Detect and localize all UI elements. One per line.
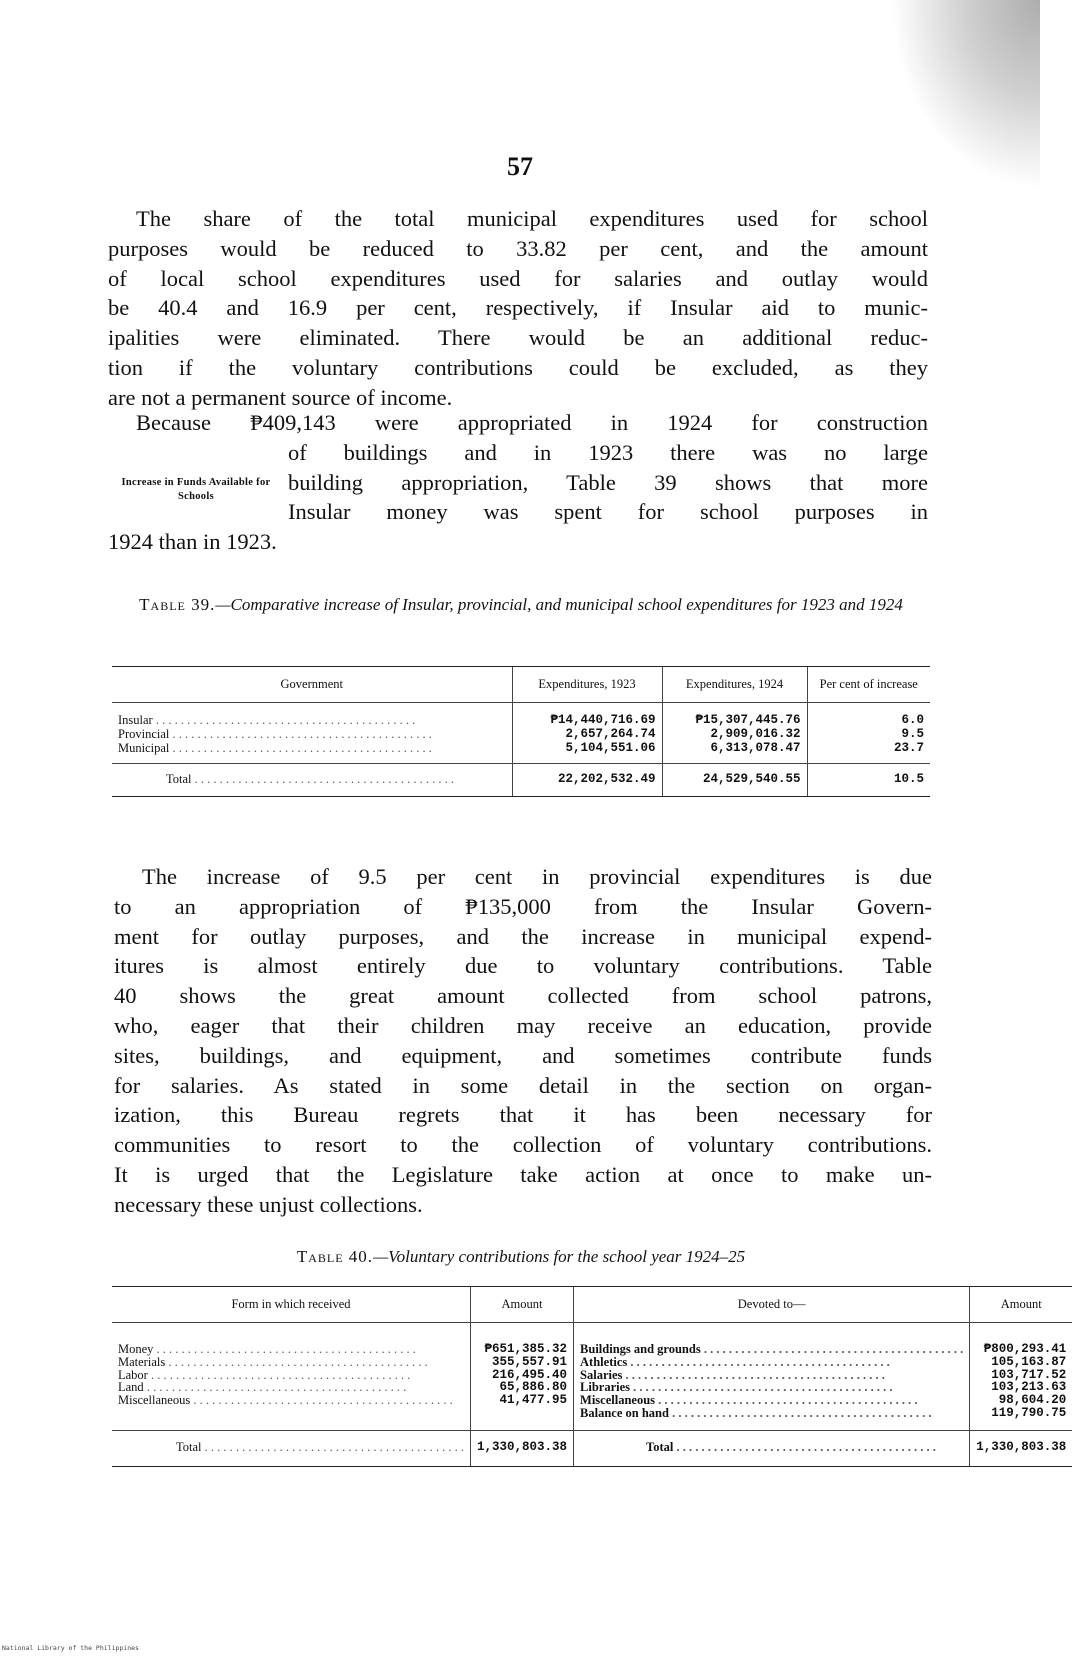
cell-value: 24,529,540.55 xyxy=(662,764,807,797)
paragraph-line: purposes would be reduced to 33.82 per cent, and the amount xyxy=(108,235,928,261)
paragraph-line: 40 shows the great amount collected from school patrons, xyxy=(114,983,932,1009)
paragraph-line: itures is almost entirely due to voluntary contributions. Table xyxy=(114,953,932,979)
cell-value: ₱14,440,716.69 xyxy=(512,703,662,728)
row-label: Total . . . xyxy=(112,764,512,797)
paragraph-line: It is urged that the Legislature take action at once to make un- xyxy=(114,1161,932,1187)
row-label: Miscellaneous . . . xyxy=(574,1394,970,1407)
row-label: Money . . . xyxy=(112,1323,471,1356)
paragraph-line: necessary these unjust collections. xyxy=(114,1191,423,1217)
table40-header: Amount xyxy=(471,1287,574,1323)
row-label: Total . . . xyxy=(574,1430,970,1466)
paragraph-line: of local school expenditures used for salaries and outlay would xyxy=(108,265,928,291)
row-label: Insular . . . xyxy=(112,703,512,728)
table40-header: Form in which received xyxy=(112,1287,471,1323)
paragraph-line: to an appropriation of ₱135,000 from the Insular Govern- xyxy=(114,893,932,919)
row-label: Provincial . . . xyxy=(112,727,512,741)
paragraph-line: 1924 than in 1923. xyxy=(108,529,277,555)
table39-total-row xyxy=(112,764,930,797)
cell-value: 103,213.63 xyxy=(970,1381,1072,1394)
paragraph-line: sites, buildings, and equipment, and sometimes contribute funds xyxy=(114,1042,932,1068)
cell-value: 10.5 xyxy=(807,764,930,797)
paragraph-line: building appropriation, Table 39 shows that more xyxy=(288,469,928,495)
cell-value: 119,790.75 xyxy=(970,1407,1072,1430)
table39-header: Expenditures, 1923 xyxy=(512,667,662,703)
row-label: Buildings and grounds . . . xyxy=(574,1323,970,1356)
table-row xyxy=(112,1407,1072,1430)
table39-header: Government xyxy=(112,667,512,703)
table39-caption xyxy=(112,594,930,616)
table39-title: —Comparative increase of Insular, provincial, and municipal school expenditures for 1923 and 1924 xyxy=(215,595,903,614)
table-row xyxy=(112,703,930,728)
row-label: Athletics . . . xyxy=(574,1356,970,1369)
paragraph-line: be 40.4 and 16.9 per cent, respectively, if Insular aid to munic- xyxy=(108,295,928,321)
cell-value: 5,104,551.06 xyxy=(512,741,662,764)
cell-value: 1,330,803.38 xyxy=(471,1430,574,1466)
library-footer: National Library of the Philippines xyxy=(2,1644,139,1652)
cell-value: 2,657,264.74 xyxy=(512,727,662,741)
table40-title: —Voluntary contributions for the school year 1924–25 xyxy=(373,1247,746,1266)
paragraph-line: of buildings and in 1923 there was no large xyxy=(288,439,928,465)
cell-value: 105,163.87 xyxy=(970,1356,1072,1369)
cell-value: 23.7 xyxy=(807,741,930,764)
table40-header: Amount xyxy=(970,1287,1072,1323)
cell-value: ₱651,385.32 xyxy=(471,1323,574,1356)
row-label: Total . . . xyxy=(112,1430,471,1466)
paragraph-line: are not a permanent source of income. xyxy=(108,384,453,410)
paragraph-line: ization, this Bureau regrets that it has been necessary for xyxy=(114,1102,932,1128)
row-label: Labor . . . xyxy=(112,1369,471,1382)
table40-header: Devoted to— xyxy=(574,1287,970,1323)
cell-value: ₱15,307,445.76 xyxy=(662,703,807,728)
row-label: Municipal . . . xyxy=(112,741,512,764)
paragraph-line: The increase of 9.5 per cent in provincial expenditures is due xyxy=(142,864,932,889)
row-label: Balance on hand . . . xyxy=(574,1407,970,1430)
cell-value: ₱800,293.41 xyxy=(970,1323,1072,1356)
table-row xyxy=(112,727,930,741)
row-label: Land . . . xyxy=(112,1381,471,1394)
cell-value: 41,477.95 xyxy=(471,1394,574,1407)
cell-value: 216,495.40 xyxy=(471,1369,574,1382)
table40-total-row xyxy=(112,1430,1072,1466)
cell-value: 98,604.20 xyxy=(970,1394,1072,1407)
row-label xyxy=(112,1407,471,1430)
paragraph-line: The share of the total municipal expenditures used for school xyxy=(136,206,928,231)
cell-value: 103,717.52 xyxy=(970,1369,1072,1382)
table-row xyxy=(112,1356,1072,1369)
table-row xyxy=(112,1323,1072,1356)
paragraph-line: communities to resort to the collection of voluntary contributions. xyxy=(114,1132,932,1158)
table40-caption xyxy=(112,1246,930,1268)
cell-value: 6.0 xyxy=(807,703,930,728)
cell-value: 355,557.91 xyxy=(471,1356,574,1369)
paragraph-line: ipalities were eliminated. There would be an additional reduc- xyxy=(108,325,928,351)
cell-value: 6,313,078.47 xyxy=(662,741,807,764)
row-label: Materials . . . xyxy=(112,1356,471,1369)
cell-value: 65,886.80 xyxy=(471,1381,574,1394)
table39-header-row xyxy=(112,667,930,703)
table-40 xyxy=(112,1286,1072,1467)
cell-value: 9.5 xyxy=(807,727,930,741)
paragraph-1 xyxy=(108,204,928,413)
cell-value: 1,330,803.38 xyxy=(970,1430,1072,1466)
table39-header: Expenditures, 1924 xyxy=(662,667,807,703)
table39-label: Table 39. xyxy=(139,595,216,614)
table39-header: Per cent of increase xyxy=(807,667,930,703)
paragraph-line: who, eager that their children may receive an education, provide xyxy=(114,1012,932,1038)
cell-value: 22,202,532.49 xyxy=(512,764,662,797)
row-label: Miscellaneous . . . xyxy=(112,1394,471,1407)
cell-value xyxy=(471,1407,574,1430)
paragraph-line: Because ₱409,143 were appropriated in 1924 for construction xyxy=(136,410,928,435)
paragraph-line: ment for outlay purposes, and the increase in municipal expend- xyxy=(114,923,932,949)
side-note: Increase in Funds Available for Schools xyxy=(121,477,271,502)
page-number: 57 xyxy=(507,152,533,181)
paragraph-line: tion if the voluntary contributions could be excluded, as they xyxy=(108,354,928,380)
cell-value: 2,909,016.32 xyxy=(662,727,807,741)
paragraph-line: for salaries. As stated in some detail in the section on organ- xyxy=(114,1072,932,1098)
row-label: Libraries . . . xyxy=(574,1381,970,1394)
table40-label: Table 40. xyxy=(296,1247,374,1266)
paragraph-line: Insular money was spent for school purposes in xyxy=(288,499,928,525)
row-label: Salaries . . . xyxy=(574,1369,970,1382)
paragraph-3 xyxy=(114,862,932,1220)
table-39 xyxy=(112,666,930,797)
table-row xyxy=(112,741,930,764)
table40-header-row xyxy=(112,1287,1072,1323)
